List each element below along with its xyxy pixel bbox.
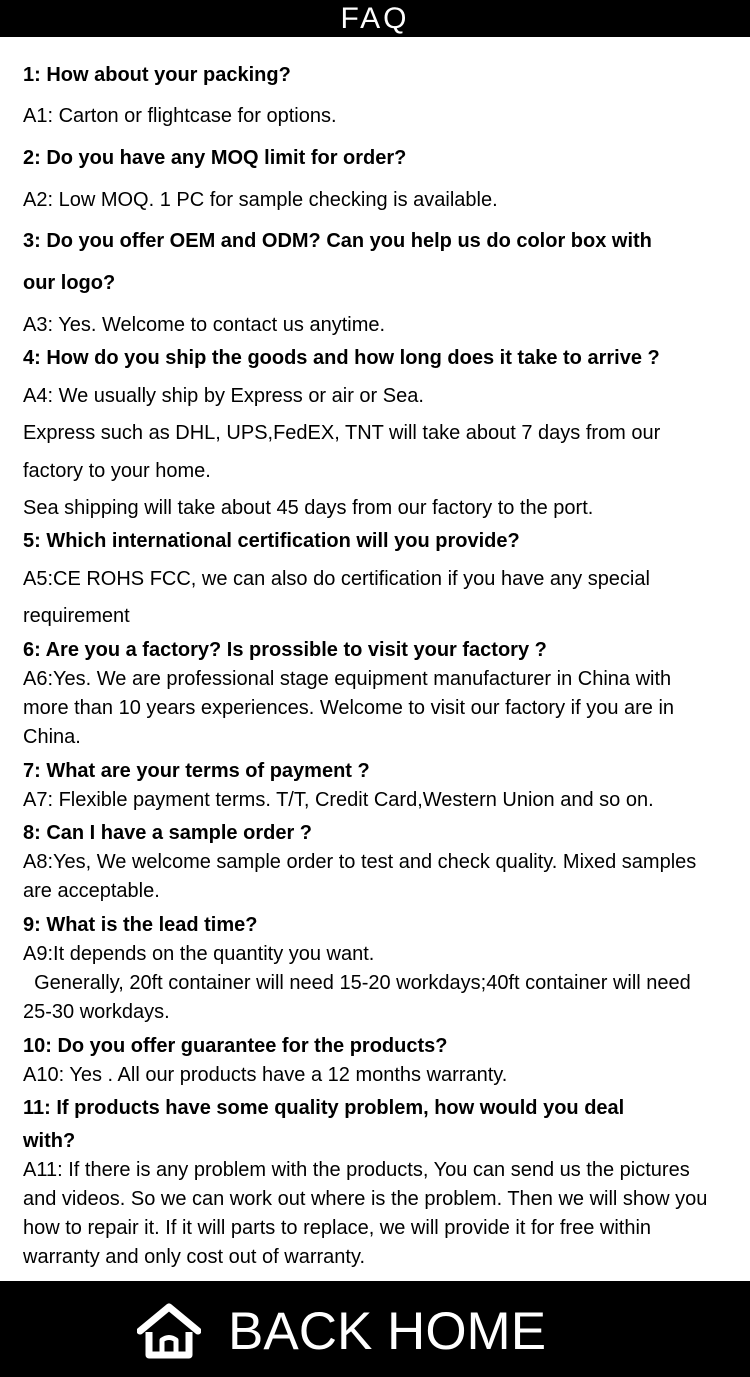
- question-6: 6: Are you a factory? Is prossible to visit your factory ?: [23, 639, 547, 661]
- answer-6-line-3: China.: [23, 726, 81, 748]
- answer-11-line-4: warranty and only cost out of warranty.: [23, 1246, 366, 1268]
- faq-header: [0, 0, 750, 37]
- answer-9-line-2: Generally, 20ft container will need 15-20 workdays;40ft container will need: [23, 972, 691, 994]
- answer-4-line-3: factory to your home.: [23, 460, 211, 482]
- question-11-line-2: with?: [23, 1130, 76, 1152]
- back-home-label: BACK HOME: [228, 1302, 547, 1361]
- answer-4-line-1: A4: We usually ship by Express or air or Sea.: [23, 385, 424, 407]
- answer-11-line-2: and videos. So we can work out where is the problem. Then we will show you: [23, 1188, 708, 1210]
- question-11-line-1: 11: If products have some quality problem, how would you deal: [23, 1097, 625, 1119]
- answer-4-line-2: Express such as DHL, UPS,FedEX, TNT will take about 7 days from our: [23, 422, 661, 444]
- question-1: 1: How about your packing?: [23, 64, 291, 86]
- question-3-line-2: our logo?: [23, 272, 116, 294]
- answer-4-line-4: Sea shipping will take about 45 days from our factory to the port.: [23, 497, 594, 519]
- answer-9-line-1: A9:It depends on the quantity you want.: [23, 943, 375, 965]
- answer-8-line-2: are acceptable.: [23, 880, 160, 902]
- answer-7: A7: Flexible payment terms. T/T, Credit Card,Western Union and so on.: [23, 789, 654, 811]
- answer-2: A2: Low MOQ. 1 PC for sample checking is available.: [23, 189, 498, 211]
- answer-9-line-3: 25-30 workdays.: [23, 1001, 170, 1023]
- question-5: 5: Which international certification will you provide?: [23, 530, 520, 552]
- answer-11-line-1: A11: If there is any problem with the products, You can send us the pictures: [23, 1159, 690, 1181]
- answer-3: A3: Yes. Welcome to contact us anytime.: [23, 314, 386, 336]
- answer-8-line-1: A8:Yes, We welcome sample order to test and check quality. Mixed samples: [23, 851, 697, 873]
- home-icon: [137, 1303, 201, 1361]
- question-10: 10: Do you offer guarantee for the products?: [23, 1035, 448, 1057]
- answer-11-line-3: how to repair it. If it will parts to replace, we will provide it for free within: [23, 1217, 652, 1239]
- question-8: 8: Can I have a sample order ?: [23, 822, 312, 844]
- answer-6-line-2: more than 10 years experiences. Welcome to visit our factory if you are in: [23, 697, 675, 719]
- question-7: 7: What are your terms of payment ?: [23, 760, 370, 782]
- answer-6-line-1: A6:Yes. We are professional stage equipment manufacturer in China with: [23, 668, 672, 690]
- answer-10: A10: Yes . All our products have a 12 months warranty.: [23, 1064, 508, 1086]
- question-9: 9: What is the lead time?: [23, 914, 258, 936]
- answer-5-line-2: requirement: [23, 605, 130, 627]
- answer-5-line-1: A5:CE ROHS FCC, we can also do certification if you have any special: [23, 568, 650, 590]
- question-3-line-1: 3: Do you offer OEM and ODM? Can you help us do color box with: [23, 230, 652, 252]
- answer-1: A1: Carton or flightcase for options.: [23, 105, 337, 127]
- page-title: FAQ: [340, 2, 410, 35]
- back-home-button[interactable]: [0, 1281, 750, 1377]
- question-4: 4: How do you ship the goods and how long does it take to arrive ?: [23, 347, 660, 369]
- question-2: 2: Do you have any MOQ limit for order?: [23, 147, 407, 169]
